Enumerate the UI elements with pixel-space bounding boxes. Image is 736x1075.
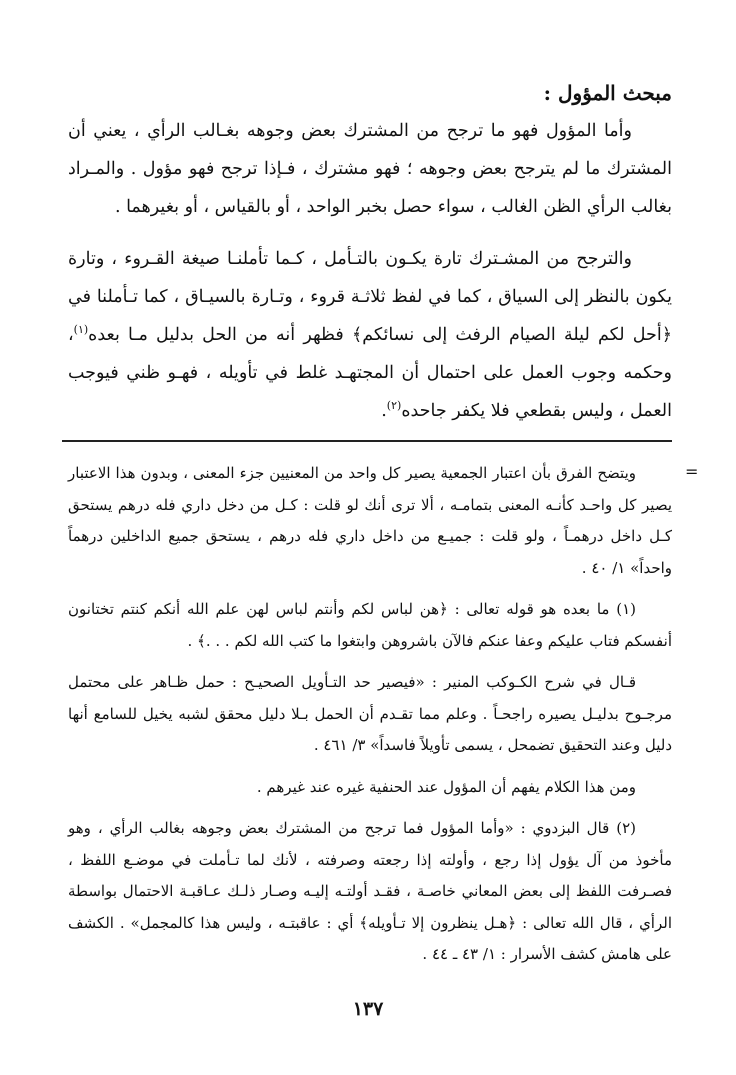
footnote-1-conclusion: ومن هذا الكلام يفهم أن المؤول عند الحنفية غيره عند غيرهم . (256, 777, 636, 796)
paragraph-preponderance (68, 240, 672, 430)
footnote-ref-2[interactable]: (٢) (386, 399, 402, 413)
section-heading: مبحث المؤول : (543, 81, 672, 105)
footnote-divider (62, 440, 672, 442)
footnote-1-commentary: قـال في شرح الكـوكب المنير : «فيصير حد التـأويل الصحيـح : حمل ظـاهر على محتمل مرجـوح بدليـل يصيره راجحـاً . وعلم مما تقـدم أن الحمل بـلا دليل محقق لشبه يخيل للسامع أنها دليل وعند التحقيق تضمحل ، يسمى تأويلاً فاسداً» ٣/ ٤٦١ . (68, 673, 672, 754)
paragraph-end: . (381, 401, 387, 421)
paragraph-definition: وأما المؤول فهو ما ترجح من المشترك بعض وجوهه بغـالب الرأي ، يعني أن المشترك ما لم يترجح بعض وجوهه ؛ فهو مشترك ، فـإذا ترجح فهو مؤول . والمـراد بغالب الرأي الظن الغالب ، سواء حصل بخبر الواحد ، أو بالقياس ، أو بغيرهما . (68, 121, 672, 217)
continuation-mark: = (685, 462, 699, 481)
main-text (68, 74, 672, 430)
paragraph-text: والترجح من المشـترك تارة يكـون بالتـأمل ، كـما تأملنـا صيغة القـروء ، وتارة يكون بالنظر إلى السياق ، كما في لفظ ثلاثـة قروء ، وتـارة بالسيـاق ، كما تـأملنا في ﴿أحل لكم ليلة الصيام الرفث إلى نسائكم﴾ فظهر أنه من الحل بدليل مـا بعده (68, 249, 672, 345)
page-number: ١٣٧ (352, 998, 384, 1020)
footnote-1: (١) ما بعده هو قوله تعالى : ﴿هن لباس لكم وأنتم لباس لهن علم الله أنكم كنتم تختانون أنفسكم فتاب عليكم وعفا عنكم فالآن باشروهن وابتغوا ما كتب الله لكم . . .﴾ . (68, 600, 672, 650)
footnote-2: (٢) قال البزدوي : «وأما المؤول فما ترجح من المشترك بعض وجوهه بغالب الرأي ، وهو مأخوذ من آل يؤول إذا رجع ، وأولته إذا رجعته وصرفته ، لأنك لما تـأملت في موضـع اللفظ ، فصـرفت اللفظ إلى بعض المعاني خاصـة ، فقـد أولتـه إليـه وصـار ذلـك عـاقبـة الاحتمال بواسطة الرأي ، قال الله تعالى : ﴿هـل ينظرون إلا تـأويله﴾ أي : عاقبتـه ، وليس هذا كالمجمل» . الكشف على هامش كشف الأسرار : ١/ ٤٣ ـ ٤٤ . (68, 819, 672, 963)
footnote-continued: ويتضح الفرق بأن اعتبار الجمعية يصير كل واحد من المعنيين جزء المعنى ، وبدون هذا الاعتبار يصير كل واحـد كأنـه المعنى بتمامـه ، ألا ترى أنك لو قلت : كـل من دخل داري فله درهم يستحق كـل داخل درهمـاً ، ولو قلت : جميـع من داخل داري فله درهم ، يستحق جميع الداخلين درهماً واحداً» ١/ ٤٠ . (68, 464, 672, 577)
footnotes (68, 458, 672, 981)
paragraph-text-continued: ، وحكمه وجوب العمل على احتمال أن المجتهـد غلط في تأويله ، فهـو ظني فيوجب العمل ، وليس بقطعي فلا يكفر جاحده (68, 325, 672, 421)
footnote-ref-1[interactable]: (١) (73, 323, 89, 337)
